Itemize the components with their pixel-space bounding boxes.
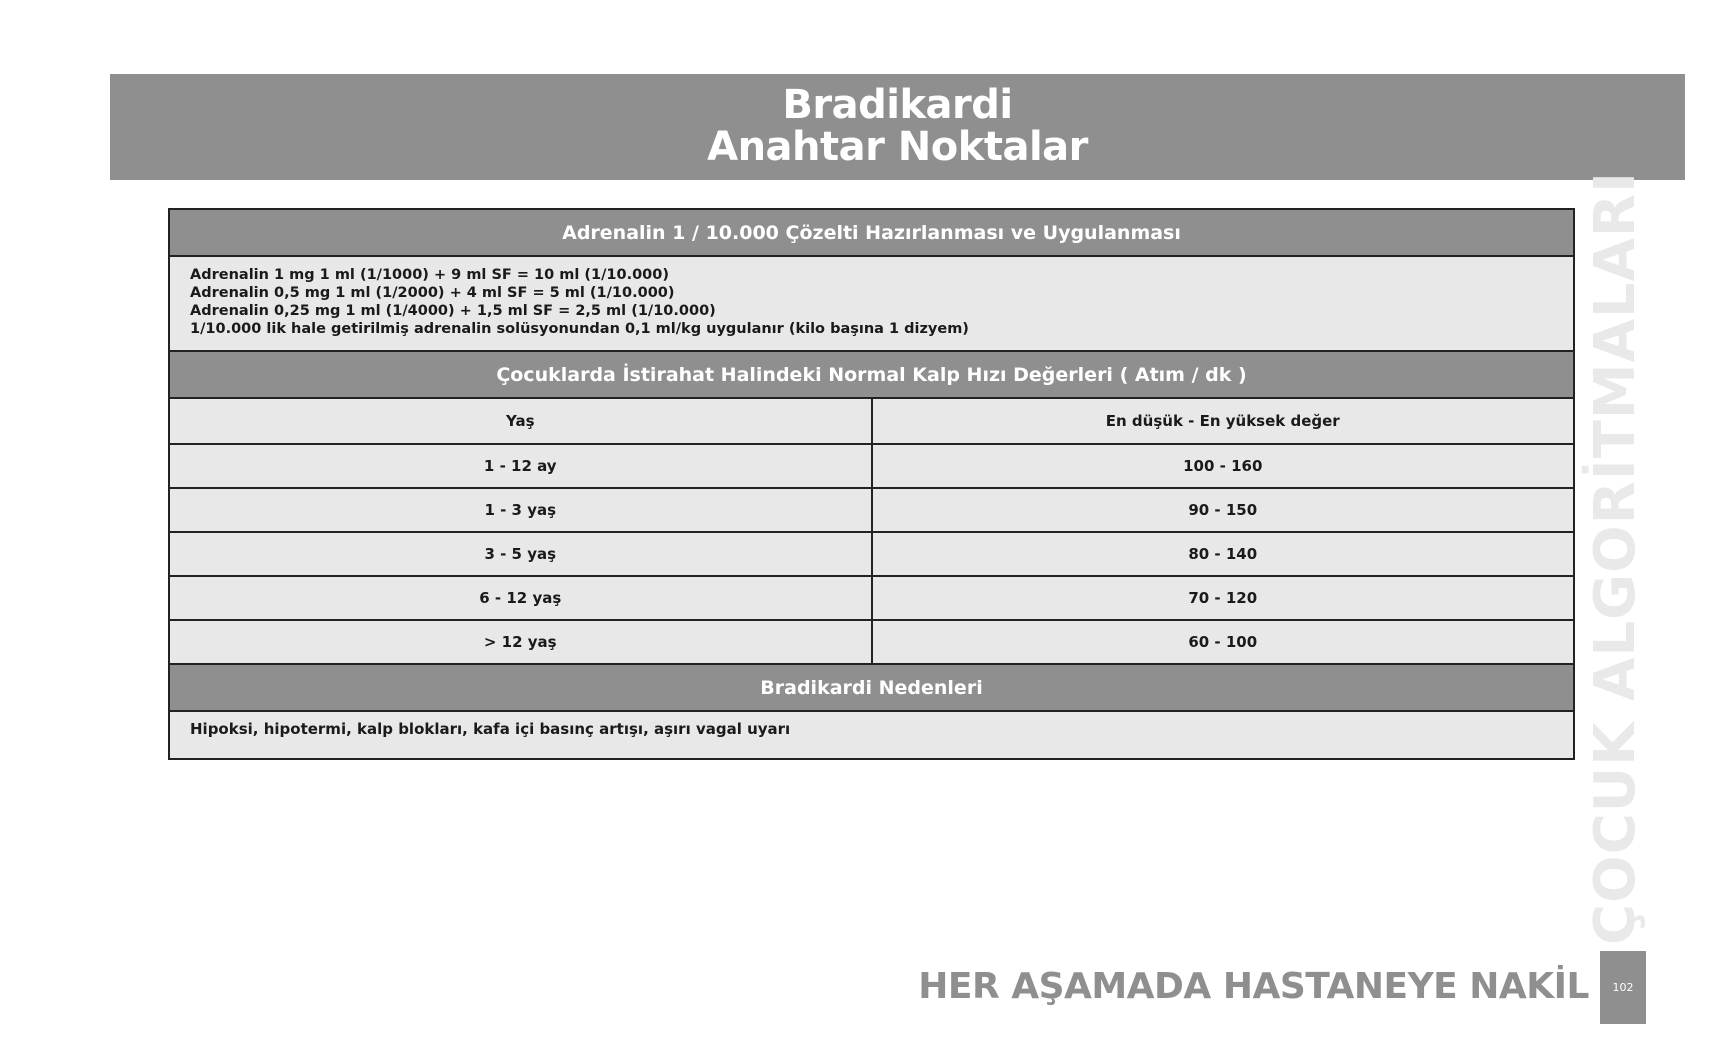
range-cell: 90 - 150 <box>872 488 1575 532</box>
age-cell: 1 - 12 ay <box>169 444 872 488</box>
key-points-table <box>168 208 1575 760</box>
side-section-label: ÇOCUK ALGORİTMALARI <box>1583 171 1648 945</box>
age-cell: > 12 yaş <box>169 620 872 664</box>
page-number: 102 <box>1612 981 1634 994</box>
range-cell: 70 - 120 <box>872 576 1575 620</box>
adrenalin-line: Adrenalin 0,5 mg 1 ml (1/2000) + 4 ml SF = 5 ml (1/10.000) <box>190 285 675 301</box>
adrenalin-line: 1/10.000 lik hale getirilmiş adrenalin solüsyonundan 0,1 ml/kg uygulanır (kilo başına 1 dizyem) <box>190 321 969 337</box>
column-header-range: En düşük - En yüksek değer <box>872 398 1575 444</box>
table-row <box>169 444 1574 488</box>
adrenalin-line: Adrenalin 1 mg 1 ml (1/1000) + 9 ml SF = 10 ml (1/10.000) <box>190 267 669 283</box>
age-cell: 3 - 5 yaş <box>169 532 872 576</box>
table-row <box>169 488 1574 532</box>
causes-section-header: Bradikardi Nedenleri <box>169 664 1574 711</box>
page-number-box <box>1600 951 1646 1024</box>
table-row <box>169 620 1574 664</box>
age-cell: 1 - 3 yaş <box>169 488 872 532</box>
page-title-line1: Bradikardi <box>782 82 1013 128</box>
range-cell: 100 - 160 <box>872 444 1575 488</box>
age-cell: 6 - 12 yaş <box>169 576 872 620</box>
range-cell: 80 - 140 <box>872 532 1575 576</box>
heart-rate-section-header: Çocuklarda İstirahat Halindeki Normal Kalp Hızı Değerleri ( Atım / dk ) <box>169 351 1574 398</box>
causes-text: Hipoksi, hipotermi, kalp blokları, kafa içi basınç artışı, aşırı vagal uyarı <box>169 711 1574 759</box>
column-header-age: Yaş <box>169 398 872 444</box>
footer-banner-text: HER AŞAMADA HASTANEYE NAKİL <box>918 966 1589 1007</box>
adrenalin-line: Adrenalin 0,25 mg 1 ml (1/4000) + 1,5 ml SF = 2,5 ml (1/10.000) <box>190 303 716 319</box>
table-row <box>169 532 1574 576</box>
title-banner <box>110 74 1685 180</box>
adrenalin-section-header: Adrenalin 1 / 10.000 Çözelti Hazırlanması ve Uygulanması <box>169 209 1574 256</box>
adrenalin-info <box>169 256 1574 351</box>
table-row <box>169 576 1574 620</box>
page-title-line2: Anahtar Noktalar <box>707 124 1088 170</box>
range-cell: 60 - 100 <box>872 620 1575 664</box>
